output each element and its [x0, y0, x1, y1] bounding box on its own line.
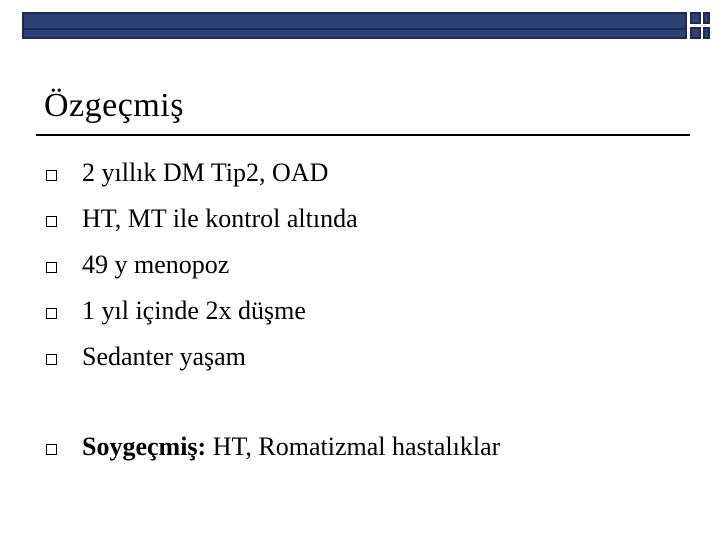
banner-square — [690, 27, 701, 39]
hollow-square-bullet-icon — [46, 308, 57, 319]
list-item — [46, 288, 500, 334]
bullet-text: Sedanter yaşam — [82, 342, 246, 371]
banner-square — [703, 27, 710, 39]
banner-bar — [22, 12, 687, 39]
bullet-text — [82, 431, 500, 463]
bullet-text: 2 yıllık DM Tip2, OAD — [82, 158, 329, 187]
hollow-square-bullet-icon — [46, 170, 57, 181]
hollow-square-bullet-icon — [46, 444, 57, 455]
bullet-text: HT, MT ile kontrol altında — [82, 204, 358, 233]
bullet-text: 1 yıl içinde 2x düşme — [82, 296, 306, 325]
list-item — [46, 150, 500, 196]
hollow-square-bullet-icon — [46, 354, 57, 365]
bullet-list — [46, 150, 500, 470]
top-banner — [22, 12, 710, 39]
soygecmis-text: HT, Romatizmal hastalıklar — [206, 432, 501, 461]
title-underline — [36, 134, 690, 136]
list-item — [46, 334, 500, 380]
list-item — [46, 242, 500, 288]
soygecmis-label: Soygeçmiş: — [82, 432, 207, 461]
list-item — [46, 196, 500, 242]
hollow-square-bullet-icon — [46, 262, 57, 273]
hollow-square-bullet-icon — [46, 216, 57, 227]
banner-square — [690, 12, 701, 24]
bullet-text: 49 y menopoz — [82, 250, 230, 279]
list-item-soygecmis — [46, 424, 500, 470]
slide-title: Özgeçmiş — [44, 87, 184, 124]
banner-square — [703, 12, 710, 24]
